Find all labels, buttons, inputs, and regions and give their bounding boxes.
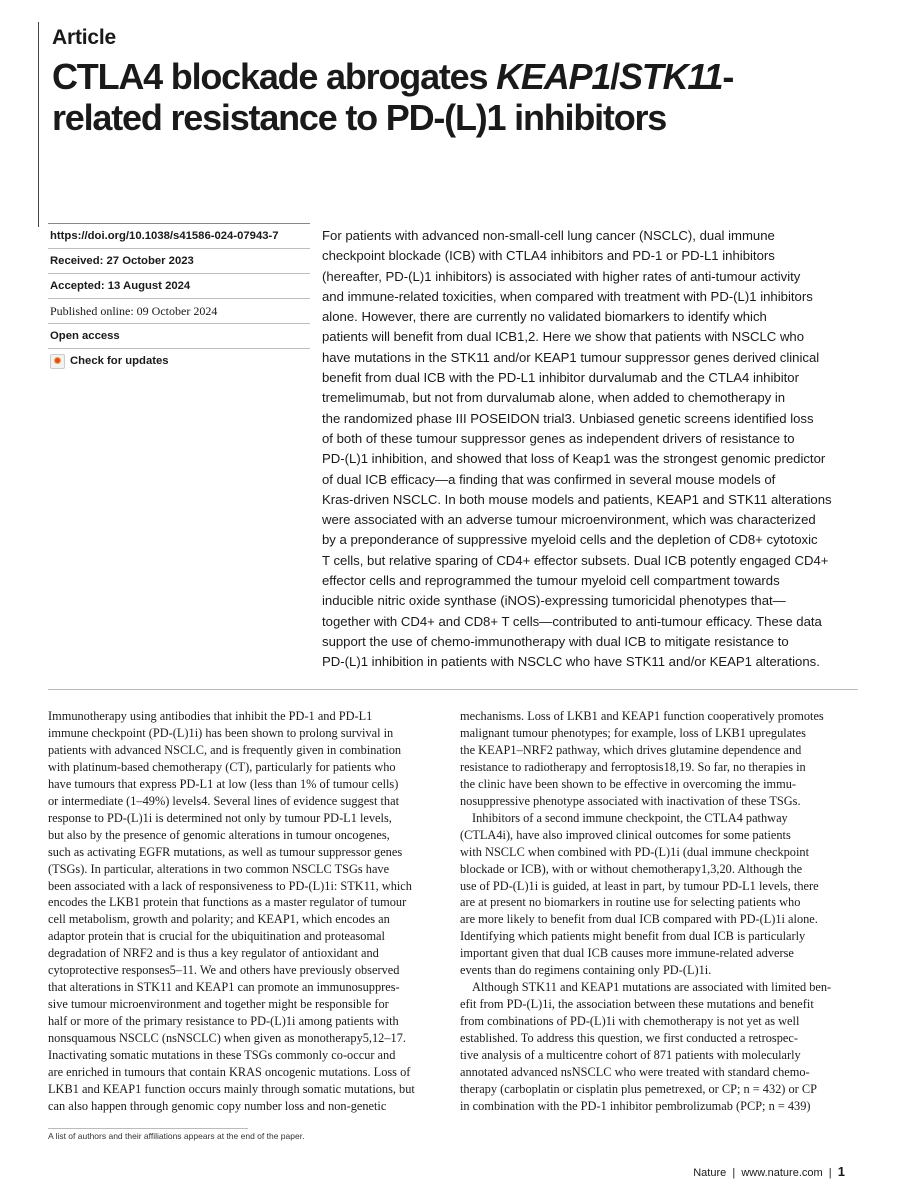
text-line: use of PD-(L)1i is guided, at least in part, by tumour PD-L1 levels, there [460,878,819,893]
text-line: T cells, but relative sparing of CD4+ effector subsets. Dual ICB potently engaged CD4+ [322,552,829,568]
abstract [322,226,862,673]
article-metadata [48,223,310,373]
text-line: are more likely to benefit from dual ICB compared with PD-(L)1i alone. [460,912,818,927]
text-line: alone. However, there are currently no validated biomarkers to identify which [322,309,767,325]
footnote-divider [48,1128,248,1129]
text-line: events than do regimens containing only PD-(L)1i. [460,963,712,978]
text-line: annotated advanced nsNSCLC who were treated with standard chemo- [460,1065,810,1080]
text-line: cell metabolism, growth and polarity; and KEAP1, which encodes an [48,912,390,927]
text-line: degradation of NRF2 and is thus a key regulator of antioxidant and [48,946,379,961]
text-line: were associated with an adverse tumour microenvironment, which was characterized [322,512,816,528]
text-line: established. To address this question, we first conducted a retrospec- [460,1031,798,1046]
published-date: Published online: 09 October 2024 [48,298,310,323]
check-for-updates-icon [50,354,65,369]
text-line: with NSCLC when combined with PD-(L)1i (dual immune checkpoint [460,844,810,859]
text-line: Identifying which patients might benefit from dual ICB is particularly [460,929,806,944]
text-line: patients will benefit from dual ICB1,2. Here we show that patients with NSCLC who [322,329,805,345]
text-line: therapy (carboplatin or cisplatin plus pemetrexed, or CP; n = 432) or CP [460,1081,817,1096]
body-column-left [48,708,448,1115]
page-footer [693,1164,845,1179]
text-line: patients with advanced NSCLC, and is frequently given in combination [48,742,402,757]
text-line: tremelimumab, but not from durvalumab alone, when added to chemotherapy in [322,390,786,406]
body-column-right [460,708,860,1115]
text-line: PD-(L)1 inhibition in patients with NSCLC who have STK11 and/or KEAP1 alterations. [322,654,820,670]
text-line: nonsquamous NSCLC (nsNSCLC) when given as monotherapy5,12–17. [48,1031,406,1046]
text-line: For patients with advanced non-small-cell lung cancer (NSCLC), dual immune [322,228,775,243]
page-number: 1 [837,1164,845,1179]
text-line: the clinic have been shown to be effective in overcoming the immu- [460,776,797,791]
text-line: but also by the presence of genomic alterations in tumour oncogenes, [48,827,390,842]
title-line2: related resistance to PD-(L)1 inhibitors [52,97,667,138]
journal-website[interactable]: www.nature.com [741,1167,823,1179]
text-line: Inhibitors of a second immune checkpoint, the CTLA4 pathway [472,810,788,825]
text-line: of both of these tumour suppressor genes as independent drivers of resistance to [322,430,795,446]
text-line: have mutations in the STK11 and/or KEAP1 tumour suppressor genes derived clinical [322,349,820,365]
text-line: malignant tumour phenotypes; for example, loss of LKB1 upregulates [460,725,806,740]
text-line: the KEAP1–NRF2 pathway, which drives glutamine dependence and [460,742,802,757]
text-line: sive tumour microenvironment and together might be responsible for [48,997,389,1012]
text-line: have tumours that express PD-L1 at low (less than 1% of tumour cells) [48,776,399,791]
text-line: cytoprotective responses5–11. We and others have previously observed [48,963,400,978]
text-line: (hereafter, PD-(L)1 inhibitors) is associated with higher rates of anti-tumour activity [322,268,801,284]
article-title [52,56,872,138]
text-line: (CTLA4i), have also improved clinical outcomes for some patients [460,827,791,842]
header-rule [38,22,39,227]
accepted-date: Accepted: 13 August 2024 [48,273,310,298]
text-line: response to PD-(L)1i is determined not only by tumour PD-L1 levels, [48,810,392,825]
text-line: of dual ICB efficacy—a finding that was confirmed in several mouse models of [322,471,776,487]
text-line: or intermediate (1–49%) levels4. Several lines of evidence suggest that [48,793,399,808]
text-line: adaptor protein that is crucial for the ubiquitination and proteasomal [48,929,385,944]
text-line: resistance to radiotherapy and ferroptosis18,19. So far, no therapies in [460,759,806,774]
title-gene-stk11: STK11 [618,56,723,97]
text-line: important given that dual ICB causes more immune-related adverse [460,946,794,961]
text-line: by a preponderance of suppressive myeloid cells and the depletion of CD8+ cytotoxic [322,532,818,548]
footer-separator: | [732,1167,736,1179]
footer-separator-2: | [828,1167,832,1179]
journal-name: Nature [693,1167,727,1179]
text-line: (TSGs). In particular, alterations in two common NSCLC TSGs have [48,861,390,876]
text-line: can also happen through genomic copy number loss and non-genetic [48,1098,387,1113]
article-type-label: Article [52,26,116,49]
text-line: support the use of chemo-immunotherapy with dual ICB to mitigate resistance to [322,633,789,649]
text-line: mechanisms. Loss of LKB1 and KEAP1 function cooperatively promotes [460,709,824,723]
text-line: are enriched in tumours that contain KRAS oncogenic mutations. Loss of [48,1065,411,1080]
check-for-updates-label: Check for updates [70,355,169,367]
text-line: from combinations of PD-(L)1i with chemotherapy is not yet as well [460,1014,800,1029]
text-line: encodes the LKB1 protein that functions as a master regulator of tumour [48,895,407,910]
title-slash: / [610,56,619,97]
text-line: half or more of the primary resistance to PD-(L)1i among patients with [48,1014,399,1029]
check-for-updates-button[interactable] [48,348,310,373]
text-line: blockade or ICB), with or without chemotherapy1,3,20. Although the [460,861,803,876]
text-line: benefit from dual ICB with the PD-L1 inhibitor durvalumab and the CTLA4 inhibitor [322,370,799,386]
text-line: PD-(L)1 inhibition, and showed that loss of Keap1 was the strongest genomic predictor [322,451,826,467]
text-line: together with CD4+ and CD8+ T cells—contributed to anti-tumour efficacy. These data [322,613,822,629]
text-line: been associated with a lack of responsiveness to PD-(L)1i: STK11, which [48,878,412,893]
text-line: Kras-driven NSCLC. In both mouse models and patients, KEAP1 and STK11 alterations [322,491,832,507]
section-divider [48,689,858,690]
text-line: and immune-related toxicities, when compared with treatment with PD-(L)1 inhibitors [322,288,813,304]
title-hyphen: - [722,56,734,97]
title-part: CTLA4 blockade abrogates [52,56,497,97]
text-line: immune checkpoint (PD-(L)1i) has been shown to prolong survival in [48,725,394,740]
text-line: checkpoint blockade (ICB) with CTLA4 inhibitors and PD-1 or PD-L1 inhibitors [322,248,775,264]
text-line: the randomized phase III POSEIDON trial3. Unbiased genetic screens identified loss [322,410,814,426]
text-line: Immunotherapy using antibodies that inhibit the PD-1 and PD-L1 [48,709,373,723]
text-line: inducible nitric oxide synthase (iNOS)-expressing tumoricidal phenotypes that— [322,593,786,609]
text-line: effector cells and reprogrammed the tumour myeloid cell compartment towards [322,573,780,589]
doi-link[interactable]: https://doi.org/10.1038/s41586-024-07943-7 [48,223,310,248]
received-date: Received: 27 October 2023 [48,248,310,273]
text-line: Inactivating somatic mutations in these TSGs commonly co-occur and [48,1048,396,1063]
open-access-label: Open access [48,323,310,348]
text-line: tive analysis of a multicentre cohort of 871 patients with molecularly [460,1048,801,1063]
affiliations-footnote: A list of authors and their affiliations appears at the end of the paper. [48,1131,305,1141]
text-line: such as activating EGFR mutations, as well as tumour suppressor genes [48,844,403,859]
text-line: that alterations in STK11 and KEAP1 can promote an immunosuppres- [48,980,400,995]
title-gene-keap1: KEAP1 [496,56,611,97]
text-line: with platinum-based chemotherapy (CT), particularly for patients who [48,759,396,774]
text-line: LKB1 and KEAP1 function occurs mainly through somatic mutations, but [48,1081,415,1096]
text-line: in combination with the PD-1 inhibitor pembrolizumab (PCP; n = 439) [460,1098,811,1113]
text-line: nosuppressive phenotype associated with inactivation of these TSGs. [460,793,801,808]
text-line: Although STK11 and KEAP1 mutations are associated with limited ben- [472,980,832,995]
text-line: are at present no biomarkers in routine use for selecting patients who [460,895,801,910]
text-line: efit from PD-(L)1i, the association between these mutations and benefit [460,997,814,1012]
